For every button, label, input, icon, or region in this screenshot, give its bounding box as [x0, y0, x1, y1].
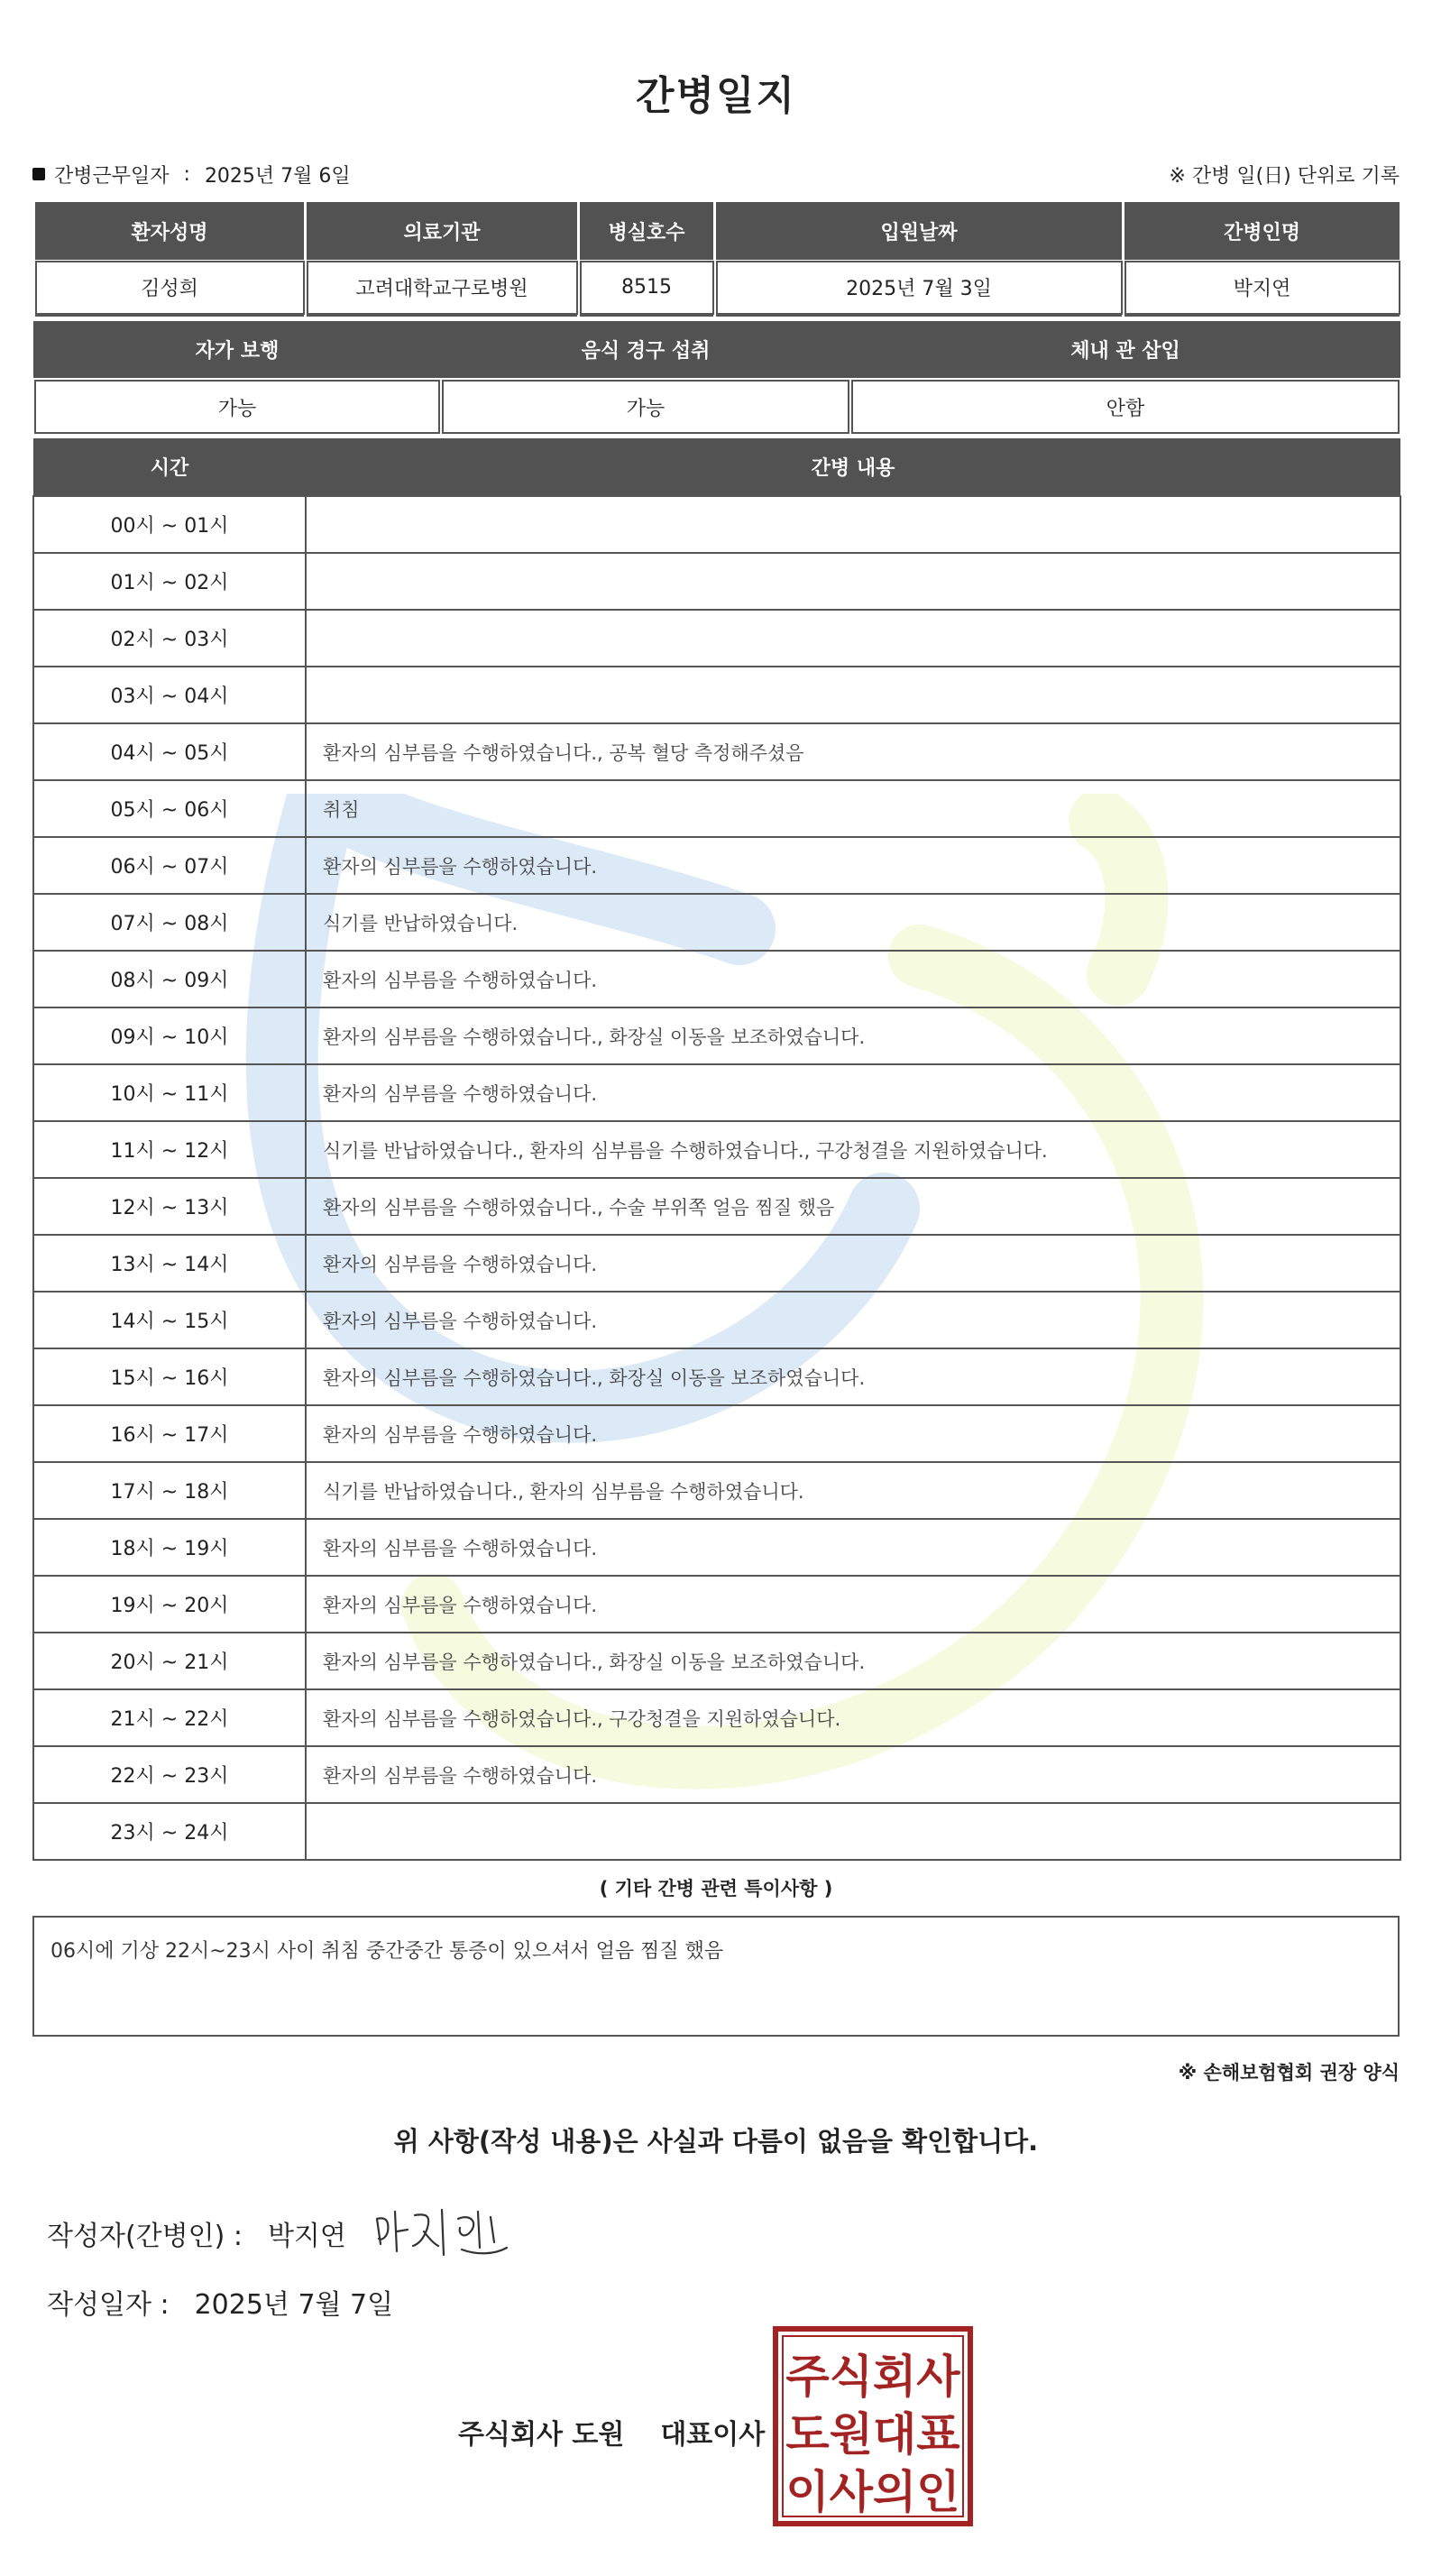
care-log-content: 식기를 반납하였습니다., 환자의 심부름을 수행하였습니다. [306, 1462, 1400, 1519]
patient-name: 김성희 [34, 260, 306, 316]
care-log-content [306, 1803, 1400, 1860]
tube-insertion-value: 안함 [850, 379, 1400, 435]
care-log-row [33, 894, 1400, 951]
company-name: 주식회사 도원 [458, 2419, 625, 2451]
patient-status-value-row [33, 379, 1400, 435]
care-log-content [306, 496, 1400, 553]
header-self-walking: 자가 보행 [33, 321, 441, 379]
care-log-row [33, 667, 1400, 723]
care-log-content: 환자의 심부름을 수행하였습니다., 화장실 이동을 보조하였습니다. [306, 1007, 1400, 1064]
header-care-content: 간병 내용 [306, 438, 1400, 496]
care-log-row [33, 1064, 1400, 1121]
header-tube-insertion: 체내 관 삽입 [850, 321, 1400, 379]
care-log-time: 13시 ~ 14시 [33, 1235, 306, 1292]
notes-box [32, 1916, 1400, 2037]
care-log-time: 04시 ~ 05시 [33, 723, 306, 780]
care-log-content: 식기를 반납하였습니다. [306, 894, 1400, 951]
header-admission-date: 입원날짜 [715, 202, 1124, 260]
care-log-time: 11시 ~ 12시 [33, 1121, 306, 1178]
care-log-row [33, 496, 1400, 553]
patient-info-table [32, 202, 1402, 317]
care-log-time: 14시 ~ 15시 [33, 1292, 306, 1348]
self-walking-value: 가능 [33, 379, 441, 435]
notes-label: ( 기타 간병 관련 특이사항 ) [599, 1878, 833, 1900]
care-log-row [33, 780, 1400, 837]
writer-name: 박지연 [267, 2221, 346, 2252]
work-date-separator: : [183, 162, 190, 186]
meta-row [32, 161, 1400, 188]
care-log-content: 환자의 심부름을 수행하였습니다., 공복 혈당 측정해주셨음 [306, 723, 1400, 780]
admission-date: 2025년 7월 3일 [715, 260, 1124, 316]
care-log-row [33, 951, 1400, 1007]
care-log-body [33, 496, 1400, 1860]
bullet-square-icon [32, 168, 45, 180]
care-log-time: 20시 ~ 21시 [33, 1633, 306, 1689]
work-date [32, 161, 351, 189]
care-log-row [33, 1007, 1400, 1064]
write-date-value: 2025년 7월 7일 [194, 2289, 394, 2321]
care-log-time: 03시 ~ 04시 [33, 667, 306, 723]
care-log-row [33, 837, 1400, 894]
handwritten-signature [372, 2192, 534, 2273]
header-caregiver-name: 간병인명 [1124, 202, 1401, 260]
care-log-row [33, 1689, 1400, 1746]
care-log-content: 환자의 심부름을 수행하였습니다., 화장실 이동을 보조하였습니다. [306, 1633, 1400, 1689]
header-patient-name: 환자성명 [34, 202, 306, 260]
care-log-row [33, 1348, 1400, 1405]
care-log-time: 06시 ~ 07시 [33, 837, 306, 894]
care-log-content: 환자의 심부름을 수행하였습니다., 구강청결을 지원하였습니다. [306, 1689, 1400, 1746]
care-log-content: 환자의 심부름을 수행하였습니다., 수술 부위쪽 얼음 찜질 했음 [306, 1178, 1400, 1235]
svg-text:이사의인: 이사의인 [785, 2466, 960, 2518]
care-log-content: 환자의 심부름을 수행하였습니다. [306, 1405, 1400, 1462]
care-log-row [33, 1235, 1400, 1292]
care-log-time: 17시 ~ 18시 [33, 1462, 306, 1519]
company-row [458, 2412, 765, 2452]
header-time: 시간 [33, 438, 306, 496]
care-log-time: 10시 ~ 11시 [33, 1064, 306, 1121]
svg-text:주식회사: 주식회사 [785, 2351, 960, 2403]
care-log-content: 환자의 심부름을 수행하였습니다. [306, 1576, 1400, 1633]
care-log-row [33, 610, 1400, 667]
write-date-label: 작성일자 : [47, 2289, 170, 2321]
company-seal-stamp [772, 2325, 974, 2527]
care-log-row [33, 1519, 1400, 1576]
care-log-row [33, 553, 1400, 610]
care-log-time: 12시 ~ 13시 [33, 1178, 306, 1235]
care-log-time: 07시 ~ 08시 [33, 894, 306, 951]
patient-info-value-row [34, 260, 1401, 316]
patient-status-table [32, 321, 1401, 436]
care-log-time: 18시 ~ 19시 [33, 1519, 306, 1576]
care-log-time: 15시 ~ 16시 [33, 1348, 306, 1405]
care-log-row [33, 1405, 1400, 1462]
header-hospital: 의료기관 [306, 202, 579, 260]
recommended-form-note: ※ 손해보험협회 권장 양식 [1178, 2062, 1400, 2084]
care-log-time: 19시 ~ 20시 [33, 1576, 306, 1633]
care-log-time: 05시 ~ 06시 [33, 780, 306, 837]
care-log-content: 취침 [306, 780, 1400, 837]
care-log-row [33, 1633, 1400, 1689]
care-log-row [33, 1178, 1400, 1235]
care-log-row [33, 1803, 1400, 1860]
patient-status-header-row [33, 321, 1400, 379]
header-oral-intake: 음식 경구 섭취 [441, 321, 850, 379]
care-log-time: 08시 ~ 09시 [33, 951, 306, 1007]
care-log-content: 환자의 심부름을 수행하였습니다. [306, 1292, 1400, 1348]
care-log-content [306, 610, 1400, 667]
care-log-content [306, 553, 1400, 610]
care-log-content: 환자의 심부름을 수행하였습니다. [306, 1746, 1400, 1803]
care-log-row [33, 723, 1400, 780]
care-log-content: 환자의 심부름을 수행하였습니다. [306, 1519, 1400, 1576]
care-log-table [32, 438, 1401, 1861]
work-date-label: 간병근무일자 [54, 164, 170, 188]
care-log-time: 22시 ~ 23시 [33, 1746, 306, 1803]
care-log-time: 01시 ~ 02시 [33, 553, 306, 610]
care-log-header-row [33, 438, 1400, 496]
care-log-content: 환자의 심부름을 수행하였습니다., 화장실 이동을 보조하였습니다. [306, 1348, 1400, 1405]
patient-info-header-row [34, 202, 1401, 260]
writer-row [47, 2213, 346, 2253]
care-log-content: 환자의 심부름을 수행하였습니다. [306, 951, 1400, 1007]
svg-text:도원대표: 도원대표 [785, 2408, 960, 2461]
hospital-name: 고려대학교구로병원 [306, 260, 579, 316]
care-log-content: 환자의 심부름을 수행하였습니다. [306, 1235, 1400, 1292]
oral-intake-value: 가능 [441, 379, 850, 435]
care-log-row [33, 1292, 1400, 1348]
record-unit-note: ※ 간병 일(日) 단위로 기록 [1169, 164, 1400, 188]
confirmation-statement: 위 사항(작성 내용)은 사실과 다름이 없음을 확인합니다. [393, 2126, 1039, 2157]
write-date-row [47, 2282, 393, 2322]
notes-text: 06시에 기상 22시~23시 사이 취침 중간중간 통증이 있으셔서 얼음 찜질 했음 [50, 1940, 724, 1963]
writer-label: 작성자(간병인) : [47, 2221, 243, 2252]
care-log-time: 16시 ~ 17시 [33, 1405, 306, 1462]
care-log-row [33, 1462, 1400, 1519]
page-title: 간병일지 [635, 73, 796, 119]
care-log-content: 식기를 반납하였습니다., 환자의 심부름을 수행하였습니다., 구강청결을 지원하였습니다. [306, 1121, 1400, 1178]
care-log-row [33, 1576, 1400, 1633]
company-role: 대표이사 [660, 2419, 766, 2451]
care-log-row [33, 1121, 1400, 1178]
work-date-value: 2025년 7월 6일 [204, 164, 351, 188]
care-log-content: 환자의 심부름을 수행하였습니다. [306, 837, 1400, 894]
care-log-content [306, 667, 1400, 723]
care-log-time: 09시 ~ 10시 [33, 1007, 306, 1064]
care-log-time: 02시 ~ 03시 [33, 610, 306, 667]
care-log-time: 21시 ~ 22시 [33, 1689, 306, 1746]
care-log-time: 23시 ~ 24시 [33, 1803, 306, 1860]
care-log-time: 00시 ~ 01시 [33, 496, 306, 553]
caregiver-name: 박지연 [1124, 260, 1401, 316]
room-number: 8515 [579, 260, 715, 316]
care-log-content: 환자의 심부름을 수행하였습니다. [306, 1064, 1400, 1121]
care-log-row [33, 1746, 1400, 1803]
header-room: 병실호수 [579, 202, 715, 260]
